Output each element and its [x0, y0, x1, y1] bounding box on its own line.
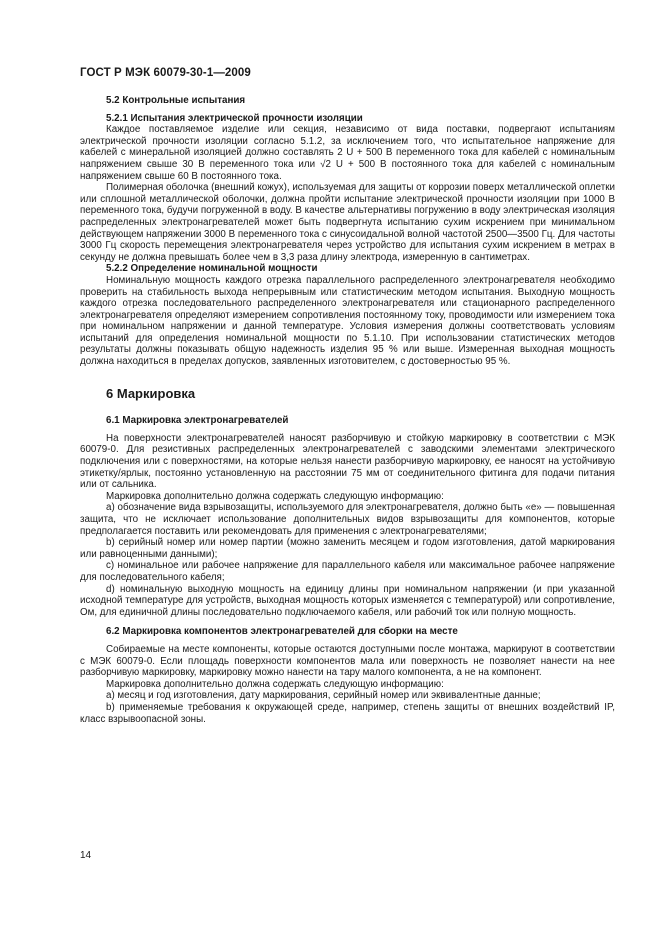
list-item: d) номинальную выходную мощность на единицу длины при номинальном напряжении (и при указанной исходной температуре для устройств, выходная мощность которых изменяется с температурой) или сопротивление, Ом, для единичной длины последовательно подключаемого кабеля, или рабочий ток или полную мощность.	[80, 583, 615, 618]
paragraph: Маркировка дополнительно должна содержать следующую информацию:	[106, 490, 444, 502]
heading-6-1: 6.1 Маркировка электронагревателей	[106, 415, 289, 427]
heading-6-2: 6.2 Маркировка компонентов электронагревателей для сборки на месте	[106, 626, 458, 638]
document-header: ГОСТ Р МЭК 60079-30-1—2009	[80, 67, 251, 79]
list-item: b) серийный номер или номер партии (можно заменить месяцем и годом изготовления, датой маркирования или равноценными данными);	[80, 537, 615, 560]
list-item: a) обозначение вида взрывозащиты, используемого для электронагревателя, должно быть «е» — повышенная защита, что не исключает использование дополнительных видов взрывозащиты для компонентов, которые предполагается поставить или рекомендовать для применения с электронагревателями;	[80, 502, 615, 537]
paragraph: Номинальную мощность каждого отрезка параллельного распределенного электронагревателя необходимо проверить на стабильность выхода непрерывным или статистическим методом испытания. Выходную мощность каждого отрезка последовательного распределенного электронагревателя или стационарного распределенного электронагревателя определяют измерением сопротивления постоянному току, проводимости или измерением тока при номинальном напряжении и данной температуре. Условия измерения должны соответствовать условиям испытаний для определения номинальной мощности по 5.1.10. При использовании статистических методов результаты должны показывать общую надежность изделия 95 % или выше. Измеренная выходная мощность должна находиться в пределах допусков, заявленных изготовителем, с достоверностью 95 %.	[80, 274, 615, 368]
paragraph: На поверхности электронагревателей наносят разборчивую и стойкую маркировку в соответствии с МЭК 60079-0. Для резистивных распределенных электронагревателей с заводскими элементами электрического подключения или с поверхностями, на которые нельзя нанести разборчивую маркировку, ее наносят на устойчивую этикетку/ярлык, постоянно установленную на расстоянии 75 мм от соединительного фитинга для подачи питания или от сальника.	[80, 432, 615, 491]
paragraph: Собираемые на месте компоненты, которые остаются доступными после монтажа, маркируют в соответствии с МЭК 60079-0. Если площадь поверхности компонентов мала или поверхность не позволяет нанести на нее разборчивую маркировку, маркировку можно нанести на тару малого компонента, а не на компонент.	[80, 643, 615, 679]
paragraph: Полимерная оболочка (внешний кожух), используемая для защиты от коррозии поверх металлической оплетки или сплошной металлической оболочки, должна пройти испытание электрической прочности изоляции при 1000 В переменного тока, будучи погруженной в воду. В качестве альтернативы погружению в воду электрическая изоляция распределенных электронагревателей может быть подвергнута испытанию сухим искрением при минимальном действующем напряжении 3000 В переменного тока с синусоидальной волной частотой 2500—3500 Гц. Для частоты 3000 Гц скорость перемещения электронагревателя через устройство для испытания сухим искрением в метрах в секунду не должна превышать более чем в 3,3 раза длину электрода, измеренную в сантиметрах.	[80, 182, 615, 263]
page-number: 14	[80, 850, 92, 861]
document-body	[80, 95, 615, 725]
section-title-6: 6 Маркировка	[106, 385, 196, 401]
heading-5-2-2: 5.2.2 Определение номинальной мощности	[106, 263, 318, 275]
heading-5-2: 5.2 Контрольные испытания	[106, 95, 246, 106]
heading-5-2-1: 5.2.1 Испытания электрической прочности изоляции	[106, 112, 363, 124]
list-item: c) номинальное или рабочее напряжение для параллельного кабеля или максимальное рабочее напряжение для последовательного кабеля;	[80, 560, 615, 583]
list-item: b) применяемые требования к окружающей среде, например, степень защиты от внешних воздействий IP, класс взрывоопасной зоны.	[80, 701, 615, 725]
list-item: a) месяц и год изготовления, дату маркирования, серийный номер или эквивалентные данные;	[106, 690, 541, 702]
paragraph: Маркировка дополнительно должна содержать следующую информацию:	[106, 678, 444, 690]
paragraph: Каждое поставляемое изделие или секция, независимо от вида поставки, подвергают испытаниям электрической прочности изоляции согласно 5.1.2, за исключением того, что испытательное напряжение для кабелей с минеральной изоляцией должно составлять 2 U + 500 В переменного тока для кабелей с номинальным напряжением свыше 30 В переменного тока или √2 U + 500 В постоянного тока для кабелей с номинальным напряжением свыше 60 В постоянного тока.	[80, 124, 615, 182]
